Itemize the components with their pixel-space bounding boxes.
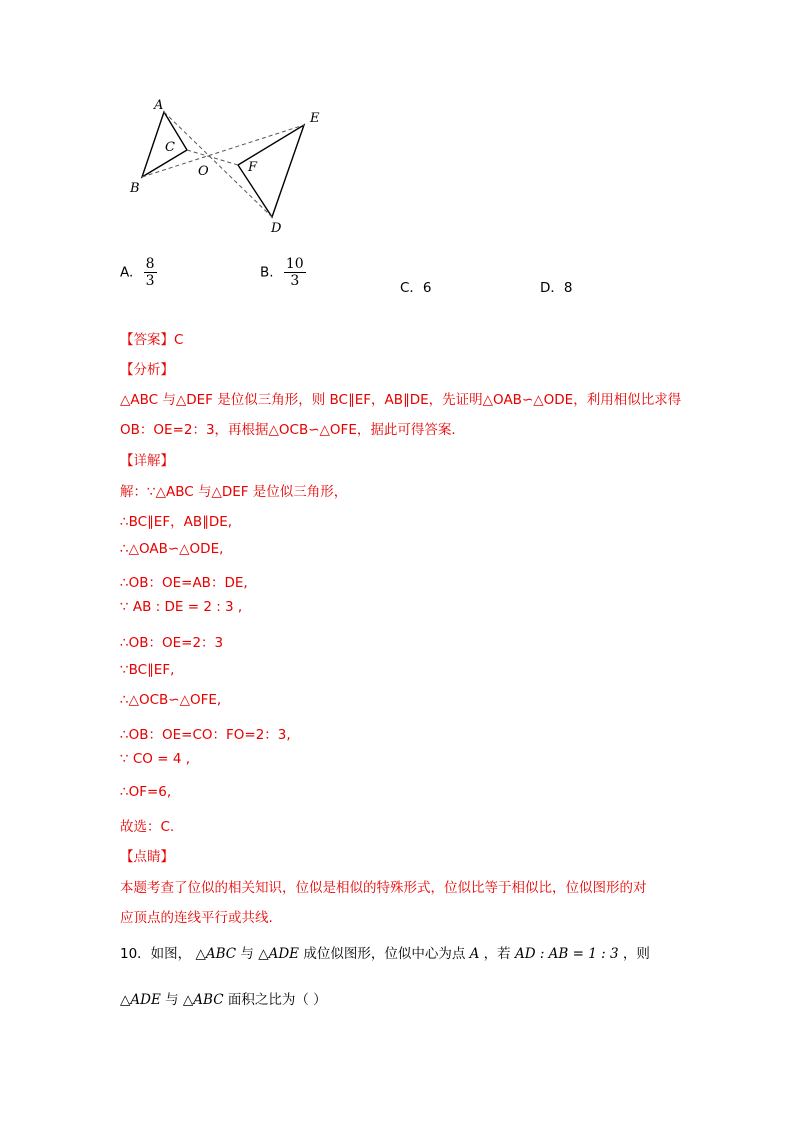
triangle-ade-label-2: △ADE bbox=[120, 992, 161, 1008]
option-b-denominator: 3 bbox=[290, 273, 300, 289]
triangle-ade-label: △ADE bbox=[258, 946, 300, 962]
step-4: ∴OB：OE=AB：DE, bbox=[120, 575, 248, 591]
option-a-fraction bbox=[144, 256, 157, 289]
label-a: A bbox=[154, 98, 164, 113]
conjunction-with-2: 与 bbox=[165, 992, 179, 1008]
step-5: ∵ AB : DE = 2 : 3 , bbox=[120, 599, 243, 615]
comment-header: 【点睛】 bbox=[120, 849, 174, 865]
option-b-numerator: 10 bbox=[285, 256, 304, 272]
dashed-line-cf bbox=[187, 150, 238, 165]
option-a-label: A. bbox=[120, 264, 134, 281]
ratio-expression: AD : AB = 1 : 3 bbox=[514, 946, 619, 962]
step-1: 解：∵△ABC 与△DEF 是位似三角形， bbox=[120, 484, 348, 500]
option-c: C．6 bbox=[400, 280, 432, 296]
option-a-numerator: 8 bbox=[145, 256, 155, 272]
label-o: O bbox=[198, 164, 209, 179]
conjunction-with: 与 bbox=[240, 946, 254, 962]
analysis-header: 【分析】 bbox=[120, 362, 174, 378]
step-12: 故选：C. bbox=[120, 819, 175, 835]
option-a bbox=[120, 256, 157, 289]
step-8: ∴△OCB∽△OFE, bbox=[120, 692, 222, 708]
center-point-label: A bbox=[469, 946, 480, 962]
option-a-denominator: 3 bbox=[145, 273, 155, 289]
question-tail: 面积之比为（ ） bbox=[227, 992, 327, 1008]
comment-text-2: 应顶点的连线平行或共线. bbox=[120, 910, 273, 926]
question-10-line-2 bbox=[120, 988, 327, 1008]
label-c: C bbox=[165, 140, 175, 155]
option-b bbox=[260, 256, 306, 289]
label-e: E bbox=[310, 111, 320, 126]
answer-value: C bbox=[174, 332, 184, 348]
step-6: ∴OB：OE=2：3 bbox=[120, 635, 224, 651]
question-number: 10．如图， bbox=[120, 946, 192, 962]
option-d: D．8 bbox=[540, 280, 573, 296]
answer-header: 【答案】 bbox=[120, 332, 174, 348]
question-text: 成位似图形，位似中心为点 bbox=[303, 946, 466, 962]
if-text: ，若 bbox=[483, 946, 511, 962]
step-2: ∴BC∥EF，AB∥DE, bbox=[120, 514, 233, 530]
analysis-text-2: OB：OE=2：3，再根据△OCB∽△OFE，据此可得答案. bbox=[120, 422, 456, 438]
step-7: ∵BC∥EF, bbox=[120, 662, 175, 678]
geometry-figure bbox=[120, 95, 340, 240]
analysis-text-1: △ABC 与△DEF 是位似三角形，则 BC∥EF，AB∥DE，先证明△OAB∽△ODE，利用相似比求得 bbox=[120, 392, 682, 408]
then-text: ，则 bbox=[622, 946, 650, 962]
label-d: D bbox=[271, 221, 282, 236]
label-f: F bbox=[248, 160, 258, 175]
answer-line bbox=[120, 328, 183, 348]
step-3: ∴△OAB∽△ODE, bbox=[120, 541, 224, 557]
comment-text-1: 本题考查了位似的相关知识，位似是相似的特殊形式，位似比等于相似比，位似图形的对 bbox=[120, 880, 647, 896]
option-b-label: B. bbox=[260, 264, 274, 281]
detail-header: 【详解】 bbox=[120, 453, 174, 469]
option-b-fraction bbox=[284, 256, 306, 289]
step-10: ∵ CO = 4 , bbox=[120, 751, 190, 767]
step-11: ∴OF=6, bbox=[120, 784, 172, 800]
label-b: B bbox=[130, 181, 140, 196]
question-10-line-1 bbox=[120, 942, 650, 962]
step-9: ∴OB：OE=CO：FO=2：3, bbox=[120, 727, 291, 743]
triangle-abc-label: △ABC bbox=[195, 946, 237, 962]
triangle-abc-label-2: △ABC bbox=[182, 992, 224, 1008]
